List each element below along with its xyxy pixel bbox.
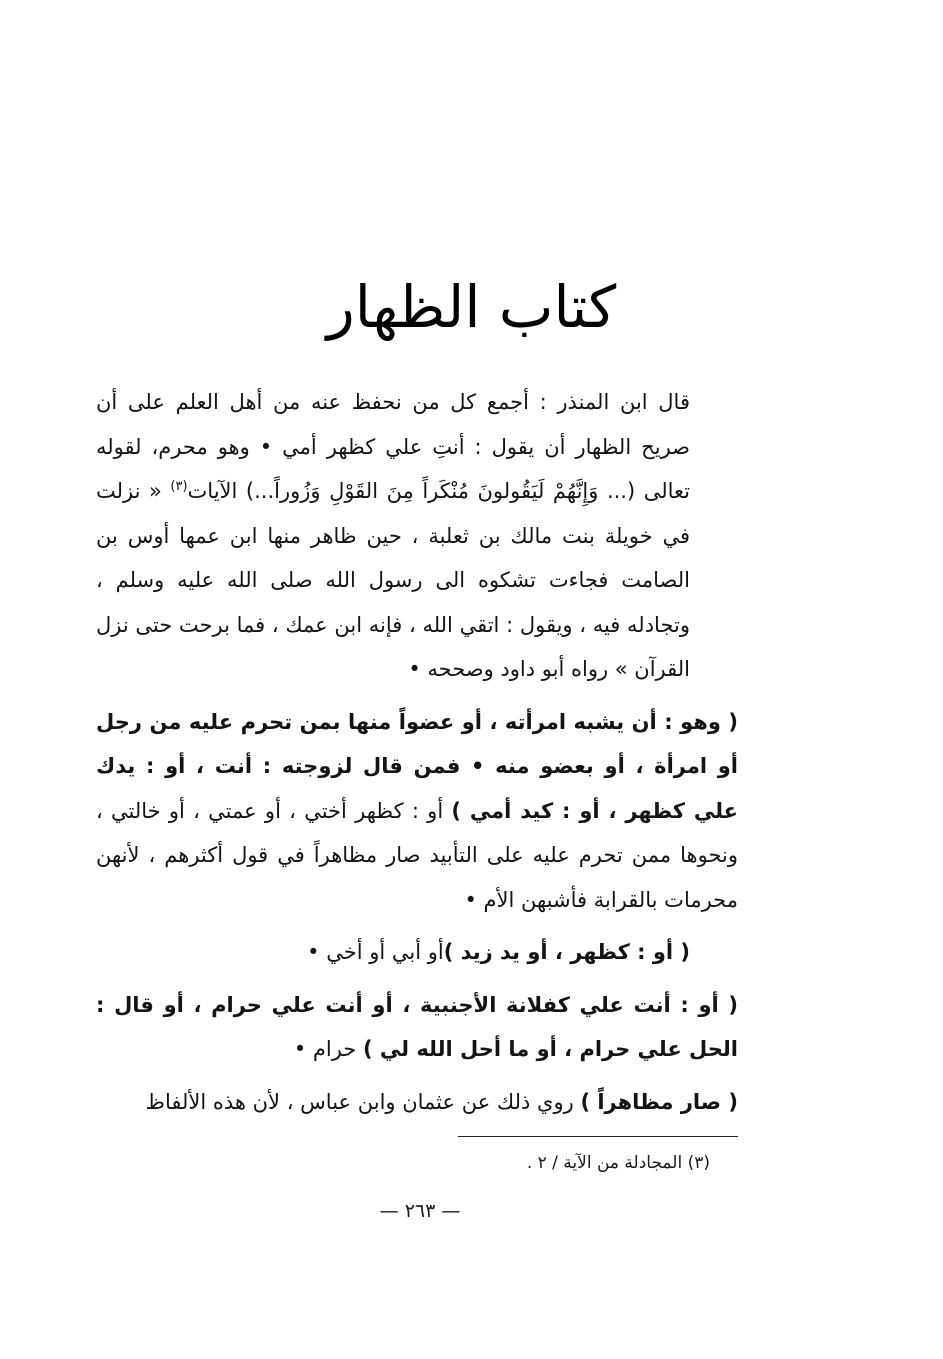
paragraph-text: « نزلت في خويلة بنت مالك بن ثعلبة ، حين ظاهر منها ابن عمها أوس بن الصامت فجاءت تشكوه الى رسول الله صلى الله عليه وسلم ، وتجادله فيه ، ويقول : اتقي الله ، فإنه ابن عمك ، فما برحت حتى نزل القرآن » رواه أبو داود وصححه • — [96, 479, 690, 681]
paragraph — [96, 983, 738, 1072]
matn-text: ( أو : أنت علي كفلانة الأجنبية ، أو أنت علي حرام ، أو قال : الحل علي حرام ، أو ما أحل الله لي ) — [96, 992, 738, 1061]
footnote-marker: (٣) — [170, 479, 188, 494]
paragraph-text: حرام • — [293, 1037, 363, 1061]
paragraph — [96, 1080, 738, 1125]
matn-text: ( صار مظاهراً ) — [580, 1089, 738, 1114]
matn-text: ( وهو : أن يشبه امرأته ، أو عضواً منها بمن تحرم عليه من رجل أو امرأة ، أو بعضو منه • فمن قال لزوجته : أنت ، أو : يدك علي كظهر ، أو : كيد أمي ) — [96, 709, 738, 823]
paragraph-text: روي ذلك عن عثمان وابن عباس ، لأن هذه الألفاظ — [145, 1089, 581, 1114]
matn-text: ( أو : كظهر ، أو يد زيد ) — [443, 940, 690, 964]
paragraph — [96, 930, 738, 975]
paragraph — [96, 700, 738, 923]
footnote-divider — [458, 1136, 738, 1137]
paragraph — [96, 380, 738, 692]
paragraph-text: قال ابن المنذر : أجمع كل من نحفظ عنه من أهل العلم على أن صريح الظهار أن يقول : أنتِ علي كظهر أمي • وهو محرم، لقوله تعالى (... وَإِنَّهُمْ لَيَقُولونَ مُنْكَراً مِنَ القَوْلِ وَزُوراً...) الآيات — [96, 390, 690, 503]
paragraph-text: أو : كظهر أختي ، أو عمتي ، أو خالتي ، ونحوها ممن تحرم عليه على التأبيد صار مظاهراً في قول أكثرهم ، لأنهن محرمات بالقرابة فأشبهن الأم • — [96, 798, 738, 912]
page-number: — ٢٦٣ — — [379, 1200, 461, 1222]
footnote: (٣) المجادلة من الآية / ٢ . — [526, 1153, 710, 1173]
paragraph-text: أو أبي أو أخي • — [307, 940, 444, 964]
page-title: كتاب الظهار — [326, 273, 617, 341]
body-text — [96, 380, 738, 1124]
